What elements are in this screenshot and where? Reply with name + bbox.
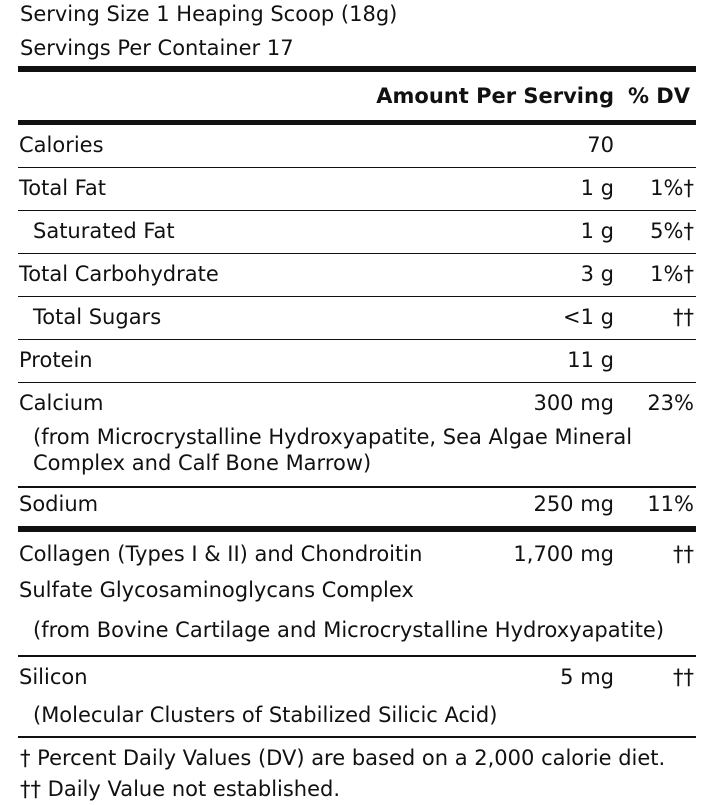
row-collagen-continued xyxy=(18,570,696,606)
row-calcium xyxy=(18,383,696,421)
row-calories xyxy=(18,125,696,167)
nutrient-dv: †† xyxy=(673,305,694,329)
nutrient-name: Calcium xyxy=(19,391,104,415)
serving-size-row xyxy=(18,0,696,32)
amount-per-serving-header: Amount Per Serving xyxy=(376,84,614,108)
nutrient-amount: 1 g xyxy=(580,176,614,200)
collagen-source: (from Bovine Cartilage and Microcrystalline Hydroxyapatite) xyxy=(33,618,665,642)
dv-header: % DV xyxy=(627,84,690,108)
nutrient-name: Total Carbohydrate xyxy=(19,262,219,286)
row-silicon xyxy=(18,657,696,695)
footnote-double-dagger: †† Daily Value not established. xyxy=(20,776,341,801)
row-saturated-fat xyxy=(18,211,696,253)
nutrient-name: Protein xyxy=(19,348,93,372)
row-sodium xyxy=(18,488,696,526)
nutrient-name-line2: Sulfate Glycosaminoglycans Complex xyxy=(19,578,414,602)
nutrient-name: Sodium xyxy=(19,492,99,516)
servings-per-container-row xyxy=(18,32,696,66)
nutrient-dv: †† xyxy=(673,542,694,566)
nutrient-amount: 5 mg xyxy=(560,664,614,689)
footnote-dagger: † Percent Daily Values (DV) are based on a 2,000 calorie diet. xyxy=(20,745,666,770)
calcium-source: (from Microcrystalline Hydroxyapatite, Sea Algae Mineral Complex and Calf Bone Marrow) xyxy=(33,425,633,475)
row-total-carbohydrate xyxy=(18,254,696,296)
nutrient-dv: 5%† xyxy=(650,219,694,243)
column-header xyxy=(18,72,696,120)
nutrient-name: Total Sugars xyxy=(33,305,162,329)
nutrient-amount: 1 g xyxy=(580,219,614,243)
servings-per-container: Servings Per Container 17 xyxy=(20,36,294,60)
nutrient-amount: 70 xyxy=(587,133,614,157)
nutrient-amount: 11 g xyxy=(567,348,614,372)
nutrient-amount: <1 g xyxy=(563,305,614,329)
nutrient-dv: †† xyxy=(673,664,694,689)
row-total-fat xyxy=(18,168,696,210)
nutrient-amount: 300 mg xyxy=(533,391,614,415)
nutrient-dv: 23% xyxy=(647,391,694,415)
nutrient-name: Calories xyxy=(19,133,104,157)
nutrient-name: Total Fat xyxy=(19,176,106,200)
supplement-facts-panel xyxy=(18,0,696,805)
nutrient-name: Silicon xyxy=(19,664,88,689)
nutrient-dv: 11% xyxy=(647,492,694,516)
nutrient-amount: 1,700 mg xyxy=(513,542,614,566)
nutrient-dv: 1%† xyxy=(650,176,694,200)
nutrient-amount: 3 g xyxy=(580,262,614,286)
serving-size: Serving Size 1 Heaping Scoop (18g) xyxy=(20,2,398,26)
nutrient-name-line1: Collagen (Types I & II) and Chondroitin xyxy=(19,542,423,566)
row-total-sugars xyxy=(18,297,696,339)
row-protein xyxy=(18,340,696,382)
nutrient-amount: 250 mg xyxy=(533,492,614,516)
row-collagen xyxy=(18,532,696,570)
nutrient-dv: 1%† xyxy=(650,262,694,286)
silicon-source: (Molecular Clusters of Stabilized Silicic Acid) xyxy=(33,702,498,727)
nutrient-name: Saturated Fat xyxy=(33,219,175,243)
